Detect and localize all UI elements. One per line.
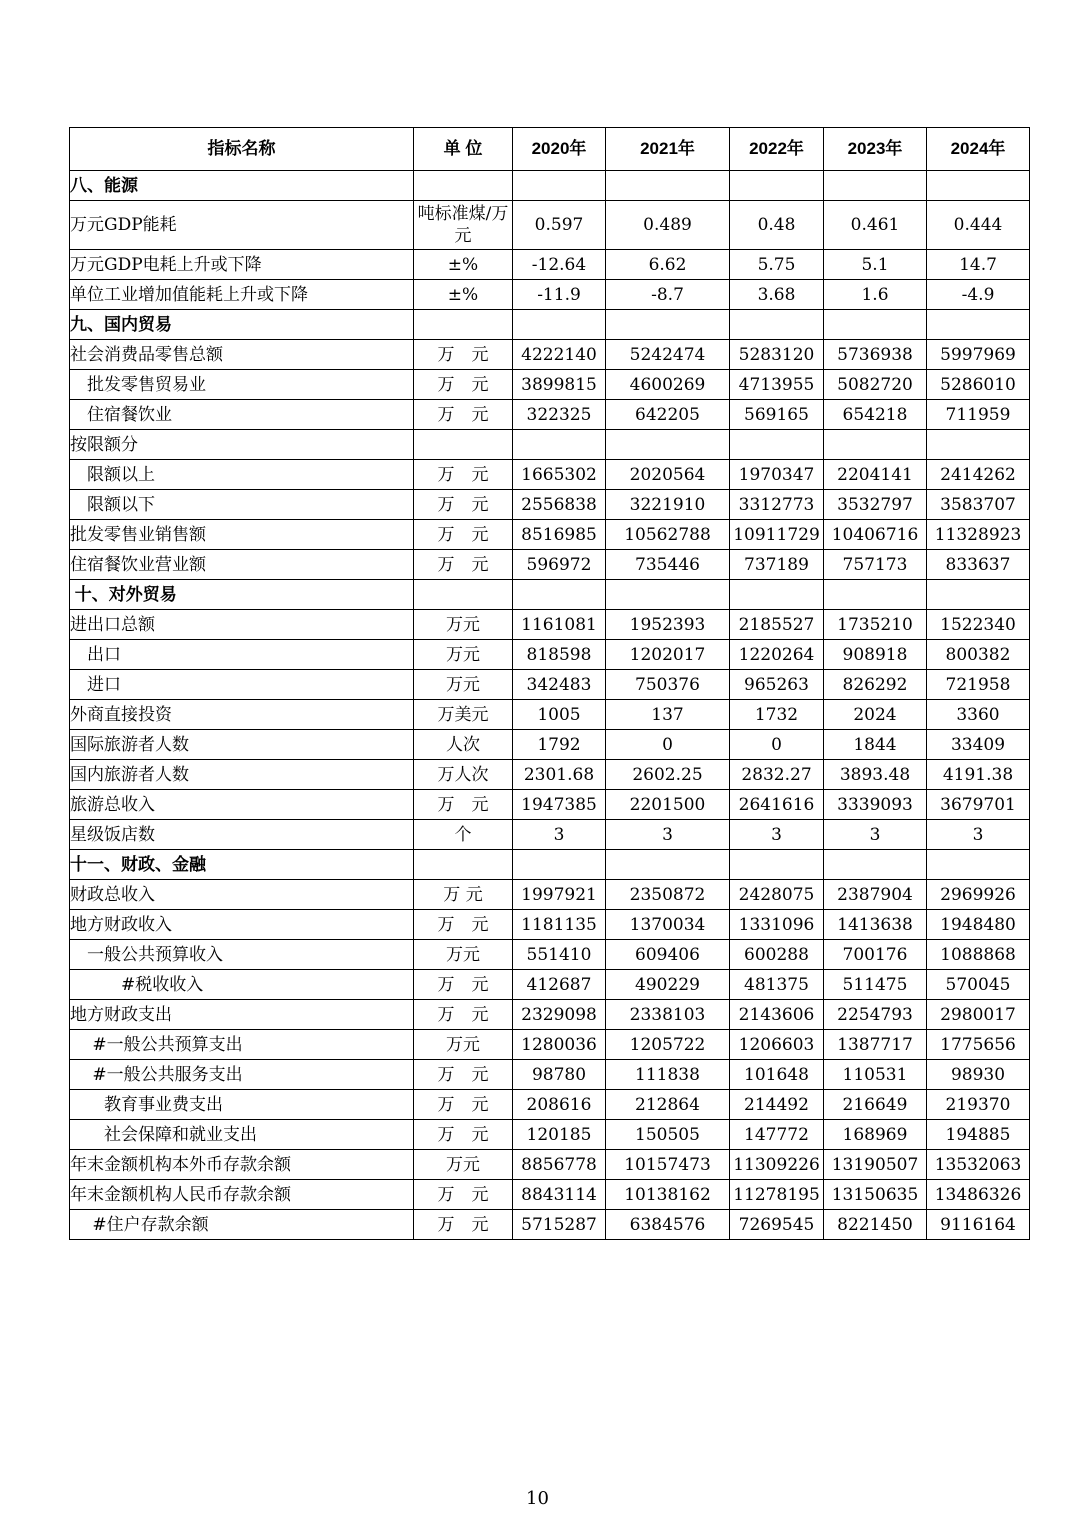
value-cell-2020: 1280036 [513,1030,606,1060]
value-cell-2020 [513,171,606,201]
header-year-2022: 2022年 [730,128,824,171]
value-cell-2022: 2185527 [730,610,824,640]
value-cell-2024: 3583707 [927,490,1030,520]
header-year-2023: 2023年 [824,128,927,171]
indicator-unit: 万 元 [414,970,513,1000]
header-unit: 单 位 [414,128,513,171]
section-title: 九、国内贸易 [70,310,414,340]
value-cell-2020: 208616 [513,1090,606,1120]
indicator-name: 社会保障和就业支出 [70,1120,414,1150]
table-row [70,1000,1030,1030]
value-cell-2023 [824,580,927,610]
indicator-name: 社会消费品零售总额 [70,340,414,370]
value-cell-2024: 833637 [927,550,1030,580]
table-row [70,490,1030,520]
value-cell-2020: -12.64 [513,250,606,280]
indicator-name: 教育事业费支出 [70,1090,414,1120]
value-cell-2024 [927,850,1030,880]
value-cell-2022: 737189 [730,550,824,580]
indicator-name: 进出口总额 [70,610,414,640]
value-cell-2020: 1792 [513,730,606,760]
value-cell-2023: 511475 [824,970,927,1000]
value-cell-2020: 342483 [513,670,606,700]
value-cell-2024: 219370 [927,1090,1030,1120]
value-cell-2021: 642205 [606,400,730,430]
value-cell-2021: 1952393 [606,610,730,640]
indicator-name: 国内旅游者人数 [70,760,414,790]
table-row [70,400,1030,430]
value-cell-2023: 1413638 [824,910,927,940]
indicator-name: #税收收入 [70,970,414,1000]
value-cell-2023: 654218 [824,400,927,430]
value-cell-2021: -8.7 [606,280,730,310]
value-cell-2024: 98930 [927,1060,1030,1090]
value-cell-2023 [824,310,927,340]
value-cell-2023: 5082720 [824,370,927,400]
value-cell-2024: 711959 [927,400,1030,430]
table-row [70,640,1030,670]
value-cell-2022: 2143606 [730,1000,824,1030]
value-cell-2020: 8516985 [513,520,606,550]
table-row [70,280,1030,310]
value-cell-2022: 600288 [730,940,824,970]
value-cell-2024: 2414262 [927,460,1030,490]
value-cell-2024 [927,310,1030,340]
value-cell-2021: 609406 [606,940,730,970]
value-cell-2023: 3 [824,820,927,850]
value-cell-2024: 3 [927,820,1030,850]
value-cell-2020: 596972 [513,550,606,580]
indicator-unit: 万元 [414,1030,513,1060]
table-row [70,730,1030,760]
value-cell-2021: 2201500 [606,790,730,820]
table-row [70,1120,1030,1150]
indicator-unit [414,310,513,340]
table-row [70,700,1030,730]
value-cell-2022: 7269545 [730,1210,824,1240]
value-cell-2022: 481375 [730,970,824,1000]
value-cell-2022: 1220264 [730,640,824,670]
value-cell-2022: 965263 [730,670,824,700]
value-cell-2022: 3 [730,820,824,850]
value-cell-2020 [513,310,606,340]
value-cell-2024: 2980017 [927,1000,1030,1030]
table-row [70,880,1030,910]
value-cell-2023: 0.461 [824,201,927,250]
value-cell-2023: 10406716 [824,520,927,550]
value-cell-2023 [824,430,927,460]
indicator-unit: 万元 [414,670,513,700]
indicator-name: 住宿餐饮业 [70,400,414,430]
value-cell-2020: 2301.68 [513,760,606,790]
header-year-2024: 2024年 [927,128,1030,171]
value-cell-2021 [606,310,730,340]
value-cell-2021: 3 [606,820,730,850]
value-cell-2023 [824,171,927,201]
value-cell-2021: 750376 [606,670,730,700]
indicator-unit: ±% [414,280,513,310]
table-row [70,820,1030,850]
value-cell-2023 [824,850,927,880]
indicator-name: 旅游总收入 [70,790,414,820]
value-cell-2024: 11328923 [927,520,1030,550]
value-cell-2021: 2338103 [606,1000,730,1030]
indicator-unit: 万元 [414,610,513,640]
value-cell-2020: 2329098 [513,1000,606,1030]
value-cell-2021: 5242474 [606,340,730,370]
section-row [70,310,1030,340]
indicator-name: 年末金额机构本外币存款余额 [70,1150,414,1180]
value-cell-2023: 700176 [824,940,927,970]
indicator-name: 地方财政支出 [70,1000,414,1030]
value-cell-2023: 110531 [824,1060,927,1090]
indicator-unit [414,850,513,880]
indicator-name: 进口 [70,670,414,700]
indicator-unit: 万 元 [414,1120,513,1150]
value-cell-2022: 2641616 [730,790,824,820]
value-cell-2022: 1206603 [730,1030,824,1060]
value-cell-2023: 216649 [824,1090,927,1120]
indicator-name: 地方财政收入 [70,910,414,940]
indicator-unit [414,430,513,460]
indicator-name: #住户存款余额 [70,1210,414,1240]
indicator-name: 国际旅游者人数 [70,730,414,760]
table-row [70,910,1030,940]
value-cell-2021: 137 [606,700,730,730]
value-cell-2022: 1970347 [730,460,824,490]
indicator-unit: 万人次 [414,760,513,790]
indicator-name: 批发零售业销售额 [70,520,414,550]
indicator-unit: 万 元 [414,460,513,490]
indicator-unit [414,580,513,610]
value-cell-2022: 2428075 [730,880,824,910]
value-cell-2021: 0.489 [606,201,730,250]
indicator-name: 住宿餐饮业营业额 [70,550,414,580]
value-cell-2023: 2204141 [824,460,927,490]
value-cell-2021: 10157473 [606,1150,730,1180]
value-cell-2020: 8843114 [513,1180,606,1210]
value-cell-2021: 2602.25 [606,760,730,790]
indicator-unit: 万元 [414,640,513,670]
value-cell-2023: 3893.48 [824,760,927,790]
value-cell-2022 [730,850,824,880]
header-row [70,128,1030,171]
value-cell-2021: 2350872 [606,880,730,910]
table-row [70,790,1030,820]
value-cell-2022: 214492 [730,1090,824,1120]
value-cell-2022: 1331096 [730,910,824,940]
indicator-unit: 吨标准煤/万元 [414,201,513,250]
indicator-unit: 万 元 [414,1180,513,1210]
indicator-unit: 万 元 [414,1000,513,1030]
value-cell-2020: 412687 [513,970,606,1000]
value-cell-2020: 120185 [513,1120,606,1150]
value-cell-2021: 490229 [606,970,730,1000]
section-row [70,850,1030,880]
indicator-unit: 人次 [414,730,513,760]
table-row [70,1180,1030,1210]
indicator-name: #一般公共服务支出 [70,1060,414,1090]
value-cell-2023: 2254793 [824,1000,927,1030]
indicator-unit [414,171,513,201]
value-cell-2020: 551410 [513,940,606,970]
section-title: 十一、财政、金融 [70,850,414,880]
value-cell-2023: 1387717 [824,1030,927,1060]
value-cell-2024: 1522340 [927,610,1030,640]
table-row [70,670,1030,700]
value-cell-2021 [606,850,730,880]
value-cell-2020: 98780 [513,1060,606,1090]
value-cell-2021: 3221910 [606,490,730,520]
value-cell-2024 [927,580,1030,610]
value-cell-2024: 13486326 [927,1180,1030,1210]
section-row [70,580,1030,610]
value-cell-2022 [730,171,824,201]
indicator-unit: 万 元 [414,340,513,370]
indicator-name: 一般公共预算收入 [70,940,414,970]
value-cell-2024: 9116164 [927,1210,1030,1240]
indicator-unit: ±% [414,250,513,280]
value-cell-2023: 2024 [824,700,927,730]
value-cell-2024: 14.7 [927,250,1030,280]
section-row [70,171,1030,201]
table-row [70,520,1030,550]
value-cell-2022: 4713955 [730,370,824,400]
value-cell-2021: 6384576 [606,1210,730,1240]
value-cell-2021: 4600269 [606,370,730,400]
indicator-unit: 万 元 [414,490,513,520]
table-row [70,370,1030,400]
value-cell-2023: 908918 [824,640,927,670]
value-cell-2020: 1005 [513,700,606,730]
table-body [70,171,1030,1240]
table-row [70,1090,1030,1120]
value-cell-2020 [513,580,606,610]
value-cell-2023: 3532797 [824,490,927,520]
value-cell-2021: 0 [606,730,730,760]
header-year-2021: 2021年 [606,128,730,171]
value-cell-2020: 1997921 [513,880,606,910]
value-cell-2021: 212864 [606,1090,730,1120]
value-cell-2020: 3899815 [513,370,606,400]
value-cell-2020: -11.9 [513,280,606,310]
value-cell-2022: 3.68 [730,280,824,310]
indicator-unit: 个 [414,820,513,850]
value-cell-2021: 1370034 [606,910,730,940]
indicator-name: 按限额分 [70,430,414,460]
value-cell-2022 [730,310,824,340]
indicator-unit: 万 元 [414,1210,513,1240]
header-year-2020: 2020年 [513,128,606,171]
indicator-unit: 万元 [414,940,513,970]
table-row [70,760,1030,790]
value-cell-2022 [730,580,824,610]
value-cell-2022: 2832.27 [730,760,824,790]
table-row [70,1030,1030,1060]
table-row [70,1150,1030,1180]
value-cell-2023: 1844 [824,730,927,760]
table-row [70,940,1030,970]
indicator-name: 万元GDP能耗 [70,201,414,250]
value-cell-2023: 168969 [824,1120,927,1150]
table-row [70,1210,1030,1240]
value-cell-2022: 147772 [730,1120,824,1150]
value-cell-2022: 0 [730,730,824,760]
value-cell-2024: 3360 [927,700,1030,730]
value-cell-2024: 5997969 [927,340,1030,370]
value-cell-2024 [927,171,1030,201]
table-row [70,970,1030,1000]
value-cell-2023: 1735210 [824,610,927,640]
indicator-name: 限额以上 [70,460,414,490]
indicator-name: 外商直接投资 [70,700,414,730]
value-cell-2023: 757173 [824,550,927,580]
value-cell-2024 [927,430,1030,460]
table-row [70,340,1030,370]
value-cell-2024: 2969926 [927,880,1030,910]
value-cell-2022: 101648 [730,1060,824,1090]
value-cell-2020: 1947385 [513,790,606,820]
value-cell-2024: 1775656 [927,1030,1030,1060]
section-title: 八、能源 [70,171,414,201]
value-cell-2024: 4191.38 [927,760,1030,790]
table-row [70,250,1030,280]
value-cell-2023: 1.6 [824,280,927,310]
value-cell-2024: 1948480 [927,910,1030,940]
value-cell-2020: 818598 [513,640,606,670]
indicator-unit: 万 元 [414,910,513,940]
indicator-name: 出口 [70,640,414,670]
value-cell-2021: 10138162 [606,1180,730,1210]
indicator-unit: 万 元 [414,370,513,400]
value-cell-2023: 5736938 [824,340,927,370]
value-cell-2020: 2556838 [513,490,606,520]
value-cell-2024: 1088868 [927,940,1030,970]
indicator-name: 万元GDP电耗上升或下降 [70,250,414,280]
value-cell-2022 [730,430,824,460]
indicator-unit: 万 元 [414,1060,513,1090]
value-cell-2023: 3339093 [824,790,927,820]
value-cell-2021 [606,580,730,610]
value-cell-2021: 1202017 [606,640,730,670]
value-cell-2023: 2387904 [824,880,927,910]
value-cell-2024: -4.9 [927,280,1030,310]
value-cell-2020 [513,850,606,880]
indicator-name: 星级饭店数 [70,820,414,850]
value-cell-2021: 6.62 [606,250,730,280]
value-cell-2022: 5283120 [730,340,824,370]
indicator-name: 批发零售贸易业 [70,370,414,400]
page-number: 10 [526,1488,549,1509]
value-cell-2023: 8221450 [824,1210,927,1240]
indicator-unit: 万 元 [414,790,513,820]
table-row [70,201,1030,250]
indicator-unit: 万 元 [414,400,513,430]
value-cell-2020: 1665302 [513,460,606,490]
indicator-unit: 万美元 [414,700,513,730]
indicator-unit: 万元 [414,1150,513,1180]
statistics-table [69,127,1030,1240]
value-cell-2023: 13190507 [824,1150,927,1180]
value-cell-2024: 800382 [927,640,1030,670]
value-cell-2020: 3 [513,820,606,850]
indicator-name: 单位工业增加值能耗上升或下降 [70,280,414,310]
value-cell-2021: 735446 [606,550,730,580]
value-cell-2022: 3312773 [730,490,824,520]
value-cell-2024: 5286010 [927,370,1030,400]
value-cell-2024: 721958 [927,670,1030,700]
header-indicator-name: 指标名称 [70,128,414,171]
value-cell-2023: 13150635 [824,1180,927,1210]
value-cell-2020: 1161081 [513,610,606,640]
value-cell-2024: 0.444 [927,201,1030,250]
indicator-unit: 万 元 [414,520,513,550]
value-cell-2022: 0.48 [730,201,824,250]
value-cell-2021: 10562788 [606,520,730,550]
indicator-unit: 万 元 [414,880,513,910]
table-row [70,1060,1030,1090]
value-cell-2024: 570045 [927,970,1030,1000]
value-cell-2024: 3679701 [927,790,1030,820]
value-cell-2021 [606,171,730,201]
value-cell-2023: 826292 [824,670,927,700]
value-cell-2022: 5.75 [730,250,824,280]
value-cell-2022: 10911729 [730,520,824,550]
value-cell-2021: 111838 [606,1060,730,1090]
section-title: 十、对外贸易 [70,580,414,610]
value-cell-2023: 5.1 [824,250,927,280]
value-cell-2021: 1205722 [606,1030,730,1060]
value-cell-2020: 1181135 [513,910,606,940]
value-cell-2022: 11309226 [730,1150,824,1180]
value-cell-2020: 4222140 [513,340,606,370]
table-row [70,550,1030,580]
indicator-unit: 万 元 [414,1090,513,1120]
value-cell-2020: 322325 [513,400,606,430]
value-cell-2020: 5715287 [513,1210,606,1240]
value-cell-2020: 8856778 [513,1150,606,1180]
indicator-name: 财政总收入 [70,880,414,910]
table-row [70,610,1030,640]
value-cell-2021: 150505 [606,1120,730,1150]
indicator-name: 年末金额机构人民币存款余额 [70,1180,414,1210]
value-cell-2021: 2020564 [606,460,730,490]
value-cell-2024: 13532063 [927,1150,1030,1180]
value-cell-2022: 11278195 [730,1180,824,1210]
value-cell-2024: 33409 [927,730,1030,760]
value-cell-2021 [606,430,730,460]
value-cell-2022: 1732 [730,700,824,730]
value-cell-2024: 194885 [927,1120,1030,1150]
table-row [70,460,1030,490]
table-row [70,430,1030,460]
indicator-unit: 万 元 [414,550,513,580]
indicator-name: #一般公共预算支出 [70,1030,414,1060]
value-cell-2022: 569165 [730,400,824,430]
value-cell-2020 [513,430,606,460]
indicator-name: 限额以下 [70,490,414,520]
value-cell-2020: 0.597 [513,201,606,250]
